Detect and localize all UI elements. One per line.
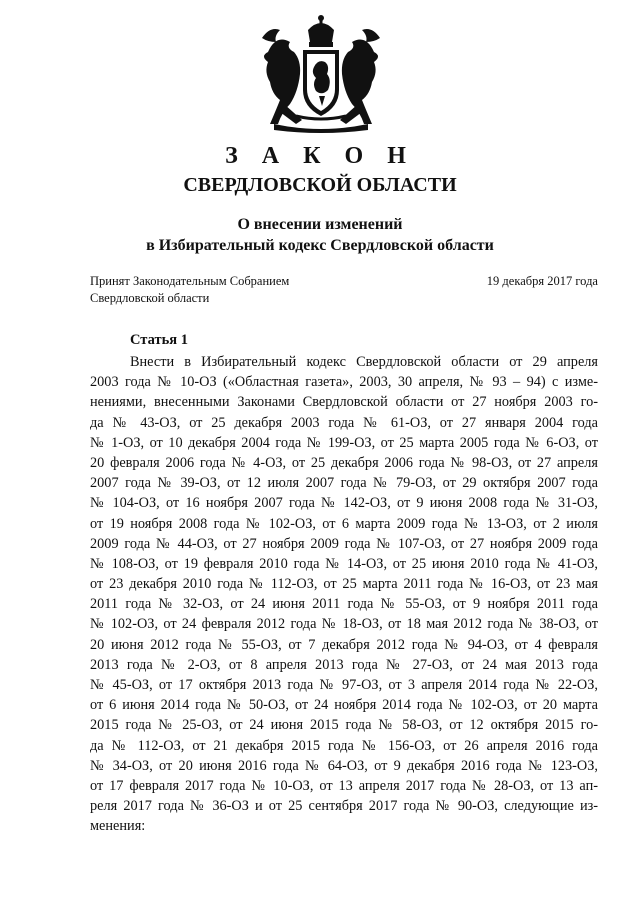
article-line: 20 июня 2012 года № 55-ОЗ, от 7 декабря 2012 года № 94-ОЗ, от 4 февраля <box>90 636 598 653</box>
article-line: № 108-ОЗ, от 19 февраля 2010 года № 14-ОЗ, от 25 июня 2010 года № 41-ОЗ, <box>90 555 598 572</box>
article-line: 2003 года № 10-ОЗ («Областная газета», 2003, 30 апреля, № 93 – 94) с изме- <box>90 374 598 391</box>
article-heading: Статья 1 <box>130 332 188 348</box>
adopted-by-line-2: Свердловской области <box>90 291 210 305</box>
law-subject-line-1: О внесении изменений <box>237 216 403 233</box>
article-line: 2007 года № 39-ОЗ, от 12 июля 2007 года № 79-ОЗ, от 29 октября 2007 года <box>90 475 598 492</box>
article-line: № 45-ОЗ, от 17 октября 2013 года № 97-ОЗ, от 3 апреля 2014 года № 22-ОЗ, <box>90 677 598 693</box>
article-line: да № 112-ОЗ, от 21 декабря 2015 года № 156-ОЗ, от 26 апреля 2016 года <box>90 737 598 754</box>
article-line: 2015 года № 25-ОЗ, от 24 июня 2015 года № 58-ОЗ, от 12 октября 2015 го- <box>90 717 598 734</box>
article-line: да № 43-ОЗ, от 25 декабря 2003 года № 61-ОЗ, от 27 января 2004 года <box>90 414 598 431</box>
law-title: З А К О Н <box>225 143 415 169</box>
adopted-by <box>90 273 289 307</box>
article-line: от 6 июня 2014 года № 50-ОЗ, от 24 ноября 2014 года № 102-ОЗ, от 20 марта <box>90 697 598 714</box>
article-line: реля 2017 года № 36-ОЗ и от 25 сентября 2017 года № 90-ОЗ, следующие из- <box>90 798 598 815</box>
article-line: от 17 февраля 2017 года № 10-ОЗ, от 13 апреля 2017 года № 28-ОЗ, от 13 ап- <box>90 777 598 794</box>
article-line: № 102-ОЗ, от 24 февраля 2012 года № 18-ОЗ, от 18 мая 2012 года № 38-ОЗ, от <box>90 616 598 633</box>
article-text <box>90 352 598 837</box>
article-line: нениями, внесенными Законами Свердловской области от 27 ноября 2003 го- <box>90 394 598 411</box>
article-line: от 23 декабря 2010 года № 112-ОЗ, от 25 марта 2011 года № 16-ОЗ, от 23 мая <box>90 576 598 593</box>
article-line: № 104-ОЗ, от 16 ноября 2007 года № 142-ОЗ, от 9 июня 2008 года № 31-ОЗ, <box>90 495 598 512</box>
region-title: СВЕРДЛОВСКОЙ ОБЛАСТИ <box>183 174 457 196</box>
adopted-date: 19 декабря 2017 года <box>486 274 598 288</box>
law-subject-line-2: в Избирательный кодекс Свердловской области <box>146 237 494 254</box>
article-line: от 19 ноября 2008 года № 102-ОЗ, от 6 марта 2009 года № 13-ОЗ, от 2 июля <box>90 515 598 532</box>
coat-of-arms-icon <box>256 12 386 134</box>
adopted-by-line-1: Принят Законодательным Собранием <box>90 274 290 288</box>
article-line: № 1-ОЗ, от 10 декабря 2004 года № 199-ОЗ, от 25 марта 2005 года № 6-ОЗ, от <box>90 434 598 451</box>
article-line: менения: <box>90 818 146 835</box>
article-line: 20 февраля 2006 года № 4-ОЗ, от 25 декабря 2006 года № 98-ОЗ, от 27 апреля <box>90 454 598 471</box>
law-subject <box>0 214 640 256</box>
article-line: Внести в Избирательный кодекс Свердловской области от 29 апреля <box>130 354 598 370</box>
article-line: 2009 года № 44-ОЗ, от 27 ноября 2009 года № 107-ОЗ, от 27 ноября 2009 года <box>90 535 598 552</box>
article-line: № 34-ОЗ, от 20 июня 2016 года № 64-ОЗ, от 9 декабря 2016 года № 123-ОЗ, <box>90 757 598 774</box>
article-line: 2013 года № 2-ОЗ, от 8 апреля 2013 года № 27-ОЗ, от 24 мая 2013 года <box>90 656 598 673</box>
article-line: 2011 года № 32-ОЗ, от 24 июня 2011 года № 55-ОЗ, от 9 ноября 2011 года <box>90 596 598 613</box>
